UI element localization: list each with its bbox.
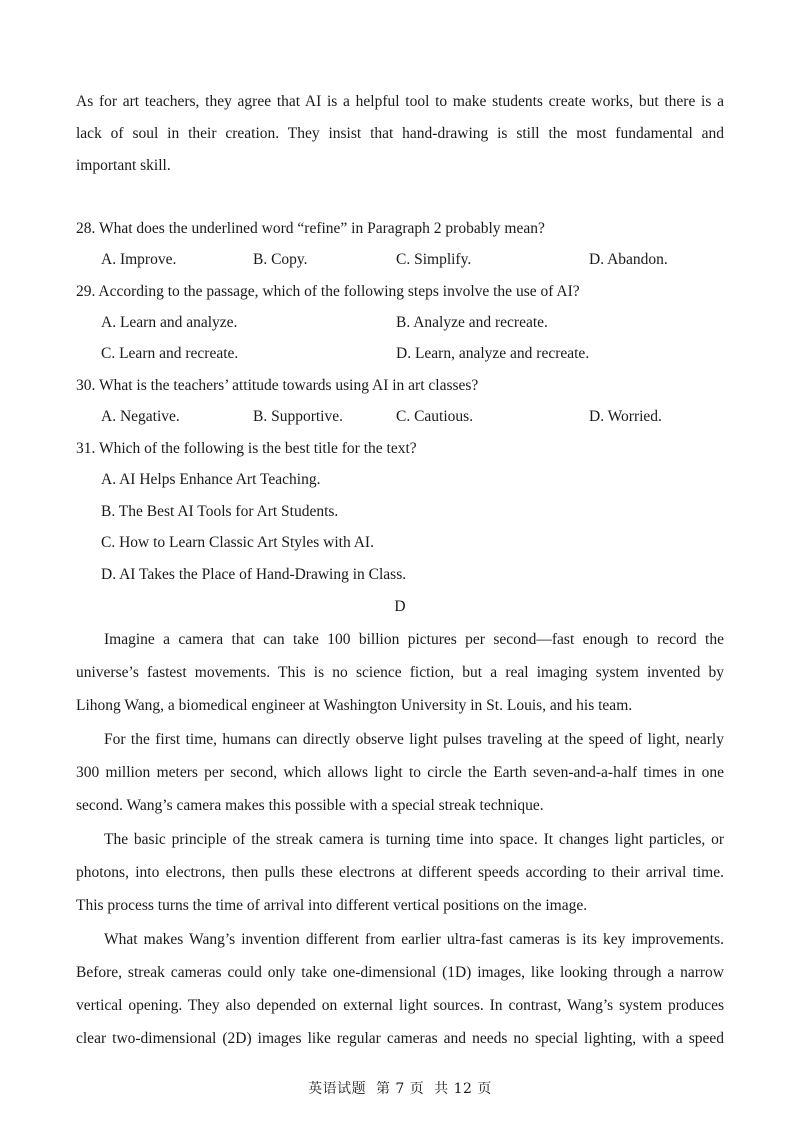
passage-d-p3-line-1: The basic principle of the streak camera is turning time into space. It changes light particles, or — [104, 831, 724, 848]
question-28-stem: 28. What does the underlined word “refine” in Paragraph 2 probably mean? — [76, 220, 545, 237]
passage-d-p2-line-1: For the first time, humans can directly observe light pulses traveling at the speed of light, nearly — [104, 731, 724, 748]
passage-d-p4-line-3: vertical opening. They also depended on external light sources. In contrast, Wang’s system produces — [76, 997, 724, 1014]
question-30-option-b: B. Supportive. — [253, 408, 343, 425]
passage-d-p3-line-2: photons, into electrons, then pulls these electrons at different speeds according to their arrival time. — [76, 864, 724, 881]
question-31-option-a: A. AI Helps Enhance Art Teaching. — [101, 471, 321, 488]
passage-d-p1-line-1: Imagine a camera that can take 100 billion pictures per second—fast enough to record the — [104, 631, 724, 648]
passage-d-p1-line-2: universe’s fastest movements. This is no science fiction, but a real imaging system invented by — [76, 664, 724, 681]
passage-d-p4-line-1: What makes Wang’s invention different from earlier ultra-fast cameras is its key improvements. — [104, 931, 724, 948]
passage-c-line-3: important skill. — [76, 157, 171, 174]
section-d-heading: D — [394, 598, 406, 615]
passage-d-p2-line-3: second. Wang’s camera makes this possible with a special streak technique. — [76, 797, 544, 814]
question-30-option-a: A. Negative. — [101, 408, 180, 425]
question-29-stem: 29. According to the passage, which of the following steps involve the use of AI? — [76, 283, 580, 300]
question-28-option-c: C. Simplify. — [396, 251, 472, 268]
passage-d-p3-line-3: This process turns the time of arrival into different vertical positions on the image. — [76, 897, 588, 914]
passage-d-p2-line-2: 300 million meters per second, which allows light to circle the Earth seven-and-a-half times in one — [76, 764, 724, 781]
passage-c-line-2: lack of soul in their creation. They insist that hand-drawing is still the most fundamental and — [76, 125, 724, 142]
passage-d-p1-line-3: Lihong Wang, a biomedical engineer at Washington University in St. Louis, and his team. — [76, 697, 633, 714]
question-29-option-c: C. Learn and recreate. — [101, 345, 239, 362]
question-31-option-b: B. The Best AI Tools for Art Students. — [101, 503, 339, 520]
question-31-option-c: C. How to Learn Classic Art Styles with AI. — [101, 534, 374, 551]
question-29-option-b: B. Analyze and recreate. — [396, 314, 548, 331]
question-31-stem: 31. Which of the following is the best title for the text? — [76, 440, 417, 457]
question-29-option-a: A. Learn and analyze. — [101, 314, 238, 331]
question-30-option-c: C. Cautious. — [396, 408, 474, 425]
question-30-option-d: D. Worried. — [589, 408, 662, 425]
question-30-stem: 30. What is the teachers’ attitude towards using AI in art classes? — [76, 377, 479, 394]
question-28-option-b: B. Copy. — [253, 251, 308, 268]
question-29-option-d: D. Learn, analyze and recreate. — [396, 345, 590, 362]
passage-c-line-1: As for art teachers, they agree that AI is a helpful tool to make students create works, but there is a — [76, 93, 724, 110]
question-31-option-d: D. AI Takes the Place of Hand-Drawing in Class. — [101, 566, 407, 583]
question-28-option-d: D. Abandon. — [589, 251, 668, 268]
passage-d-p4-line-4: clear two-dimensional (2D) images like regular cameras and needs no special lighting, with a speed — [76, 1030, 724, 1047]
page-footer: 英语试题 第 7 页 共 12 页 — [308, 1081, 492, 1097]
passage-d-p4-line-2: Before, streak cameras could only take one-dimensional (1D) images, like looking through a narrow — [76, 964, 724, 981]
question-28-option-a: A. Improve. — [101, 251, 177, 268]
